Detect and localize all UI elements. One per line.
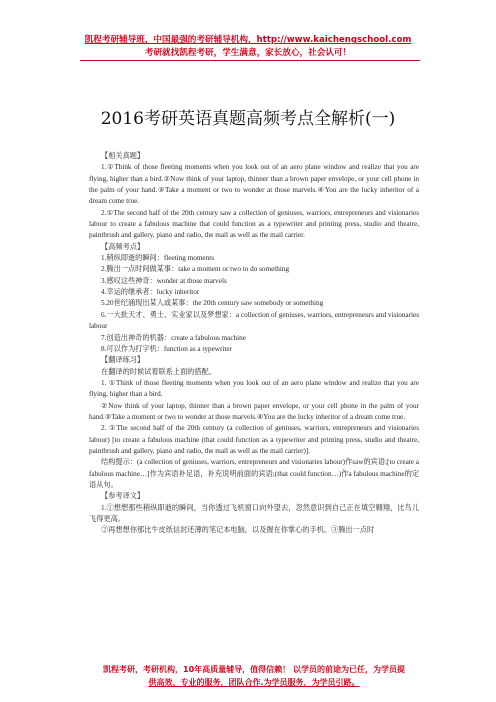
practice-2: 2. ①The second half of the 20th century (a collection of geniuses, warriors, entrepreneurs and visionaries labour) [to create a fabulous machine (that could function as a typewriter and printing press, studio and theatre, paintbrush and gallery, piano and radio, the mail as well as the mail carrier)]. [89,424,419,455]
section-heading-key-points: 【高频考点】 [101,242,145,251]
key-point-1: 1.稍纵即逝的瞬间：fleeting moments [101,254,214,263]
practice-1b: ②Now think of your laptop, thinner than a brown paper envelope, or your cell phone in the palm of your hand.③Take a moment or two to wonder at those marvels.④You are the lucky inheritor of a dream come true. [89,401,419,421]
key-point-3: 3.感叹这些神奇：wonder at those marvels [101,276,227,285]
document-body [89,151,419,537]
section-heading-related-questions: 【相关真题】 [101,152,145,160]
key-point-5: 5.20世纪涌现出某人或某事：the 20th century saw somebody or something [101,299,324,308]
footer-line-2: 供高效、专业的服务，团队合作.为学员服务，为学员引路。 [148,677,360,687]
header-rule [80,60,420,61]
document-title: 2016考研英语真题高频考点全解析(一) [100,109,396,129]
key-point-7: 7.创造出神奇的机器：create a fabulous machine [101,333,246,342]
page-header [0,34,496,60]
header-line-2: 考研就找凯程考研，学生满意，家长放心，社会认可！ [144,48,352,58]
translation-1: 1.①想想那些稍纵即逝的瞬间，当你透过飞机窗口向外望去，忽然意识到自己正在填空翱翔，比鸟儿飞得更高。 [89,503,419,523]
page-footer [89,664,419,689]
header-line-1[interactable]: 凯程考研辅导班，中国最强的考研辅导机构，http://www.kaichengschool.com [84,35,412,45]
passage-1: 1.①Think of those fleeting moments when you look out of an aero plane window and realize that you are flying, higher than a bird.②Now think of your laptop, thinner than a brown paper envelope, or your cell phone in the palm of your hand.③Take a moment or two to wonder at those marvels.④You are the lucky inheritor of a dream come true. [89,163,419,206]
footer-line-1: 凯程考研，考研机构，10年高质量辅导，值得信赖！ 以学员的前途为已任，为学员提 [103,665,405,674]
key-point-8: 8.可以作为打字机：function as a typewriter [101,344,232,353]
practice-1a: 1. ①Think of those fleeting moments when you look out of an aero plane window and realize that you are flying, higher than a bird. [89,378,419,399]
key-point-4: 4.幸运的继承者：lucky inheritor [101,288,200,297]
structure-hint: 结构提示：(a collection of geniuses, warriors, entrepreneurs and visionaries labour)作saw的宾语;[to create a fabulous machine…]作为宾语补足语，补充说明前面的宾语;(that could function…)作a fabulous machine的定语从句。 [89,458,419,489]
key-point-6: 6.一大批天才、勇士、实业家以及梦想家：a collection of geniuses, warriors, entrepreneurs and visionaries labour [89,310,419,331]
section-heading-reference-translation: 【参考译文】 [101,492,145,501]
translation-2: ②再想想你那比牛皮纸信封还薄的笔记本电脑，以及握在你掌心的手机。③腾出一点时 [101,526,375,535]
key-point-2: 2.腾出一点时间做某事：take a moment or two to do something [101,265,290,274]
passage-2: 2.①The second half of the 20th century saw a collection of geniuses, warriors, entrepreneurs and visionaries labour to create a fabulous machine that could function as a typewriter and printing press, studio and theatre, paintbrush and gallery, piano and radio, the mail as well as the mail carrier. [89,208,419,240]
section-heading-translation-practice: 【翻译练习】 [101,356,145,365]
practice-instruction: 在翻译的时候试着联系上面的搭配。 [101,367,217,376]
